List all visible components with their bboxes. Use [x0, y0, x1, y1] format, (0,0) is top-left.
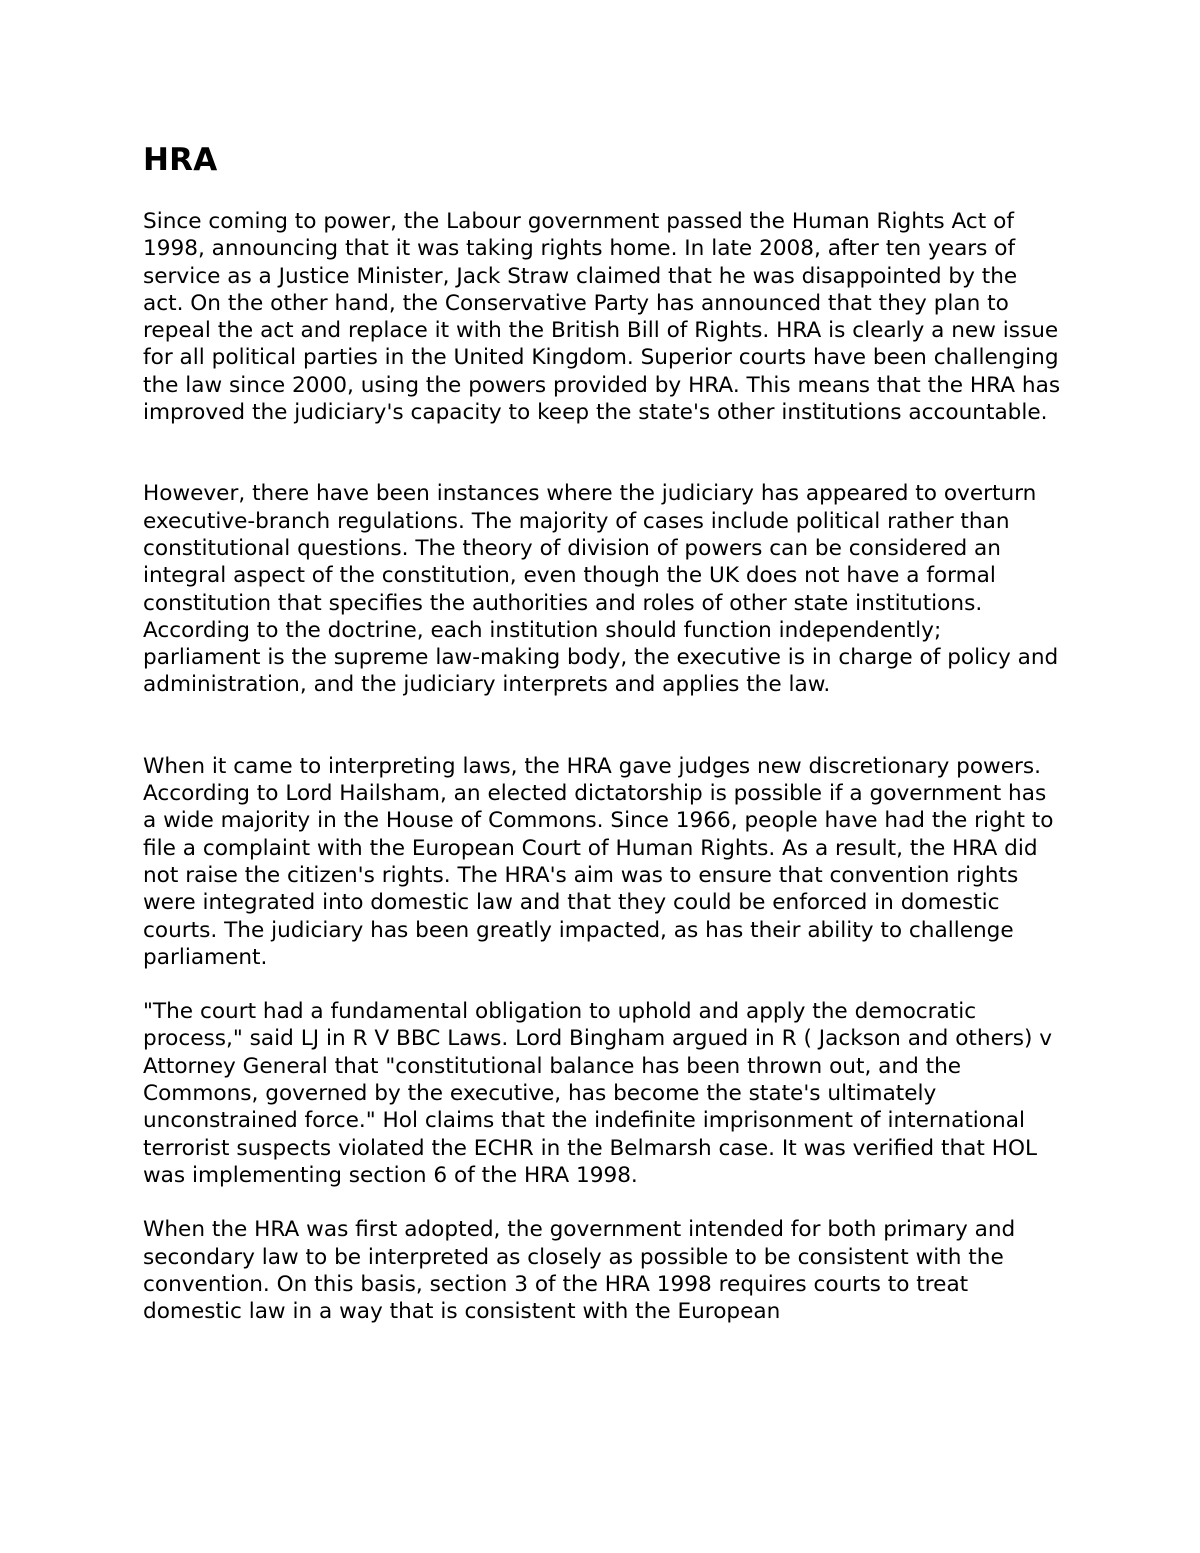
paragraph-5: When the HRA was first adopted, the government intended for both primary and secondary law to be interpreted as closely as possible to be consistent with the convention. On this basis, section 3 of the HRA 1998 requires courts to treat domestic law in a way that is consistent with the European [143, 1217, 1016, 1325]
document-title: HRA [143, 142, 218, 178]
paragraph-1: Since coming to power, the Labour government passed the Human Rights Act of 1998, announcing that it was taking rights home. In late 2008, after ten years of service as a Justice Minister, Jack Straw claimed that he was disappointed by the act. On the other hand, the Conservative Party has announced that they plan to repeal the act and replace it with the British Bill of Rights. HRA is clearly a new issue for all political parties in the United Kingdom. Superior courts have been challenging the law since 2000, using the powers provided by HRA. This means that the HRA has improved the judiciary's capacity to keep the state's other institutions accountable. [143, 209, 1061, 426]
paragraph-4: "The court had a fundamental obligation to uphold and apply the democratic process," said LJ in R V BBC Laws. Lord Bingham argued in R ( Jackson and others) v Attorney General that "constitutional balance has been thrown out, and the Commons, governed by the executive, has become the state's ultimately unconstrained force." Hol claims that the indefinite imprisonment of international terrorist suspects violated the ECHR in the Belmarsh case. It was verified that HOL was implementing section 6 of the HRA 1998. [143, 999, 1053, 1188]
document-body [143, 138, 1063, 1325]
paragraph-3: When it came to interpreting laws, the HRA gave judges new discretionary powers. According to Lord Hailsham, an elected dictatorship is possible if a government has a wide majority in the House of Commons. Since 1966, people have had the right to file a complaint with the European Court of Human Rights. As a result, the HRA did not raise the citizen's rights. The HRA's aim was to ensure that convention rights were integrated into domestic law and that they could be enforced in domestic courts. The judiciary has been greatly impacted, as has their ability to challenge parliament. [143, 753, 1054, 970]
paragraph-2: However, there have been instances where the judiciary has appeared to overturn executive-branch regulations. The majority of cases include political rather than constitutional questions. The theory of division of powers can be considered an integral aspect of the constitution, even though the UK does not have a formal constitution that specifies the authorities and roles of other state institutions. According to the doctrine, each institution should function independently; parliament is the supreme law-making body, the executive is in charge of policy and administration, and the judiciary interprets and applies the law. [143, 481, 1059, 698]
